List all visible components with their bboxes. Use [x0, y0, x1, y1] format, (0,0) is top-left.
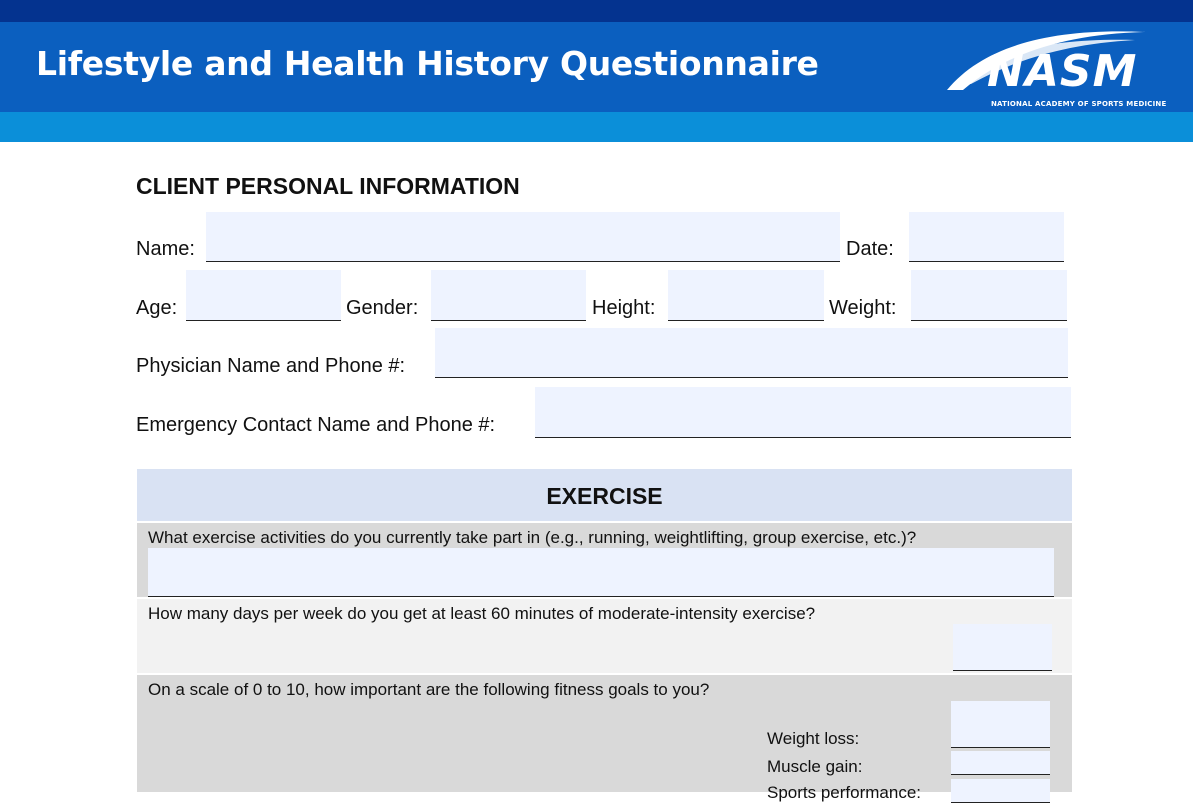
fitness-goals-question: On a scale of 0 to 10, how important are the following fitness goals to you? [148, 680, 710, 699]
header-top-strip [0, 0, 1193, 22]
height-field[interactable] [668, 270, 824, 321]
exercise-heading: EXERCISE [546, 483, 663, 509]
gender-label: Gender: [346, 297, 419, 319]
exercise-activities-field[interactable] [148, 548, 1054, 597]
name-label: Name: [136, 238, 195, 260]
age-label: Age: [136, 297, 178, 319]
logo-tagline: NATIONAL ACADEMY OF SPORTS MEDICINE [991, 100, 1167, 108]
date-field[interactable] [909, 212, 1064, 262]
personal-info-heading: CLIENT PERSONAL INFORMATION [136, 173, 520, 199]
goal-label-sports-performance: Sports performance: [767, 783, 922, 802]
physician-label: Physician Name and Phone #: [136, 355, 406, 377]
weight-label: Weight: [829, 297, 897, 319]
name-field[interactable] [206, 212, 840, 262]
header-bottom-strip [0, 112, 1193, 142]
exercise-days-field[interactable] [953, 624, 1052, 671]
exercise-question-row [137, 599, 1072, 673]
exercise-question-row [137, 523, 1072, 597]
height-label: Height: [592, 297, 656, 319]
goal-label-muscle-gain: Muscle gain: [767, 757, 863, 776]
goal-label-weight-loss: Weight loss: [767, 729, 860, 748]
weight-field[interactable] [911, 270, 1067, 321]
logo-wordmark: NASM [987, 46, 1138, 97]
exercise-question-row [137, 675, 1072, 802]
exercise-activities-question: What exercise activities do you currently take part in (e.g., running, weightlifting, group exercise, etc.)? [148, 528, 917, 547]
goal-muscle-gain-field[interactable] [951, 751, 1050, 775]
exercise-section-header [137, 469, 1072, 521]
goal-weight-loss-field[interactable] [951, 701, 1050, 748]
emergency-contact-label: Emergency Contact Name and Phone #: [136, 414, 496, 436]
nasm-logo [945, 24, 1171, 114]
goal-sports-performance-field[interactable] [951, 779, 1050, 803]
age-field[interactable] [186, 270, 341, 321]
exercise-days-question: How many days per week do you get at least 60 minutes of moderate-intensity exercise? [148, 604, 816, 623]
gender-field[interactable] [431, 270, 586, 321]
page-title: Lifestyle and Health History Questionnaire [36, 44, 819, 83]
physician-field[interactable] [435, 328, 1068, 378]
date-label: Date: [846, 238, 894, 260]
emergency-contact-field[interactable] [535, 387, 1071, 438]
